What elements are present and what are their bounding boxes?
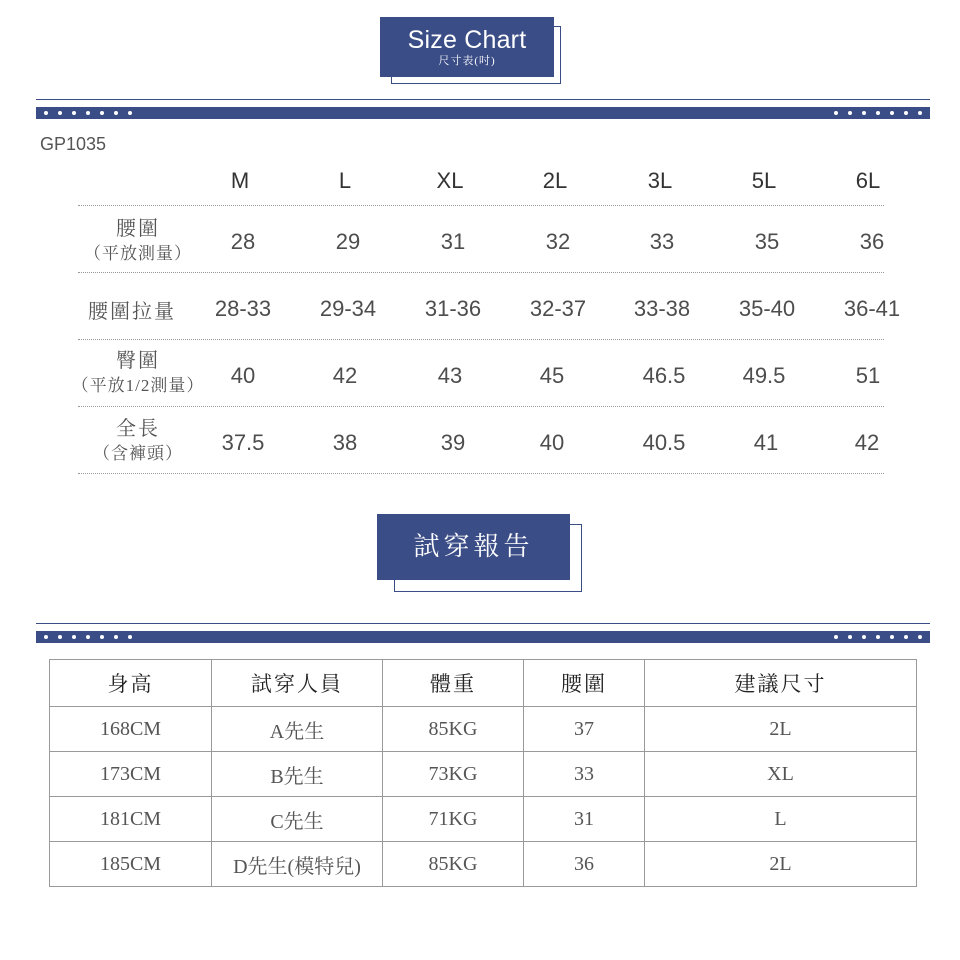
title-text: Size Chart bbox=[407, 26, 527, 54]
size-header-6l: 6L bbox=[855, 168, 881, 193]
row-label-main: 腰圍拉量 bbox=[88, 301, 176, 323]
cell-suggested-size: L bbox=[645, 797, 917, 842]
table-header-row bbox=[50, 660, 917, 707]
size-cell: 45 bbox=[539, 363, 565, 388]
cell-weight: 71KG bbox=[383, 797, 524, 842]
size-cell: 35 bbox=[754, 229, 780, 254]
title-text: 試穿報告 bbox=[413, 532, 534, 561]
cell-height: 168CM bbox=[50, 707, 212, 752]
size-cell: 46.5 bbox=[642, 363, 686, 388]
size-cell: 32-37 bbox=[529, 296, 587, 321]
table-row bbox=[50, 842, 917, 887]
title-box bbox=[378, 515, 569, 579]
cell-weight: 73KG bbox=[383, 752, 524, 797]
cell-height: 181CM bbox=[50, 797, 212, 842]
size-cell: 40.5 bbox=[642, 430, 686, 455]
size-cell: 39 bbox=[440, 430, 466, 455]
size-cell: 33 bbox=[649, 229, 675, 254]
size-cell: 51 bbox=[855, 363, 881, 388]
size-cell: 29-34 bbox=[319, 296, 377, 321]
row-label-waist-stretch bbox=[52, 299, 212, 325]
cell-waist: 36 bbox=[524, 842, 645, 887]
cell-height: 173CM bbox=[50, 752, 212, 797]
table-row bbox=[50, 752, 917, 797]
size-cell: 38 bbox=[332, 430, 358, 455]
divider-band bbox=[36, 107, 930, 119]
row-divider bbox=[78, 473, 884, 474]
size-cell: 37.5 bbox=[221, 430, 265, 455]
row-label-sub: （含褲頭） bbox=[93, 444, 183, 463]
cell-weight: 85KG bbox=[383, 707, 524, 752]
size-header-xl: XL bbox=[436, 168, 464, 193]
size-cell: 40 bbox=[230, 363, 256, 388]
cell-tester: D先生(模特兒) bbox=[212, 842, 383, 887]
product-code: GP1035 bbox=[40, 134, 107, 154]
size-cell: 28-33 bbox=[214, 296, 272, 321]
cell-tester: C先生 bbox=[212, 797, 383, 842]
cell-waist: 33 bbox=[524, 752, 645, 797]
fitting-table bbox=[49, 659, 917, 887]
size-cell: 43 bbox=[437, 363, 463, 388]
dots-left bbox=[44, 110, 132, 116]
cell-suggested-size: 2L bbox=[645, 707, 917, 752]
divider-band bbox=[36, 631, 930, 643]
cell-waist: 31 bbox=[524, 797, 645, 842]
row-divider bbox=[78, 205, 884, 206]
cell-suggested-size: 2L bbox=[645, 842, 917, 887]
size-cell: 28 bbox=[230, 229, 256, 254]
header-weight: 體重 bbox=[383, 660, 524, 707]
dots-left bbox=[44, 634, 132, 640]
size-cell: 42 bbox=[854, 430, 880, 455]
size-cell: 36 bbox=[859, 229, 885, 254]
cell-height: 185CM bbox=[50, 842, 212, 887]
header-height: 身高 bbox=[50, 660, 212, 707]
dots-right bbox=[834, 110, 922, 116]
size-cell: 41 bbox=[753, 430, 779, 455]
size-header-3l: 3L bbox=[647, 168, 673, 193]
row-divider bbox=[78, 339, 884, 340]
cell-tester: A先生 bbox=[212, 707, 383, 752]
size-cell: 31 bbox=[440, 229, 466, 254]
title-subtitle: 尺寸表(吋) bbox=[438, 55, 496, 67]
header-tester: 試穿人員 bbox=[212, 660, 383, 707]
size-cell: 35-40 bbox=[738, 296, 796, 321]
size-cell: 32 bbox=[545, 229, 571, 254]
row-divider bbox=[78, 272, 884, 273]
size-cell: 29 bbox=[335, 229, 361, 254]
dots-right bbox=[834, 634, 922, 640]
cell-tester: B先生 bbox=[212, 752, 383, 797]
divider-line bbox=[36, 99, 930, 100]
row-label-main: 腰圍 bbox=[116, 218, 160, 240]
header-suggested-size: 建議尺寸 bbox=[645, 660, 917, 707]
size-cell: 49.5 bbox=[742, 363, 786, 388]
cell-weight: 85KG bbox=[383, 842, 524, 887]
row-divider bbox=[78, 406, 884, 407]
row-label-sub: （平放測量） bbox=[84, 244, 192, 263]
cell-suggested-size: XL bbox=[645, 752, 917, 797]
row-label-main: 全長 bbox=[116, 418, 160, 440]
row-label-main: 臀圍 bbox=[116, 350, 160, 372]
divider-line bbox=[36, 623, 930, 624]
size-header-m: M bbox=[230, 168, 250, 193]
size-cell: 42 bbox=[332, 363, 358, 388]
size-cell: 36-41 bbox=[843, 296, 901, 321]
header-waist: 腰圍 bbox=[524, 660, 645, 707]
size-header-2l: 2L bbox=[542, 168, 568, 193]
cell-waist: 37 bbox=[524, 707, 645, 752]
table-row bbox=[50, 797, 917, 842]
size-cell: 40 bbox=[539, 430, 565, 455]
title-box bbox=[381, 18, 553, 76]
row-label-sub: （平放1/2測量） bbox=[71, 376, 205, 395]
size-cell: 33-38 bbox=[633, 296, 691, 321]
size-cell: 31-36 bbox=[424, 296, 482, 321]
size-header-l: L bbox=[338, 168, 352, 193]
table-row bbox=[50, 707, 917, 752]
size-header-5l: 5L bbox=[751, 168, 777, 193]
